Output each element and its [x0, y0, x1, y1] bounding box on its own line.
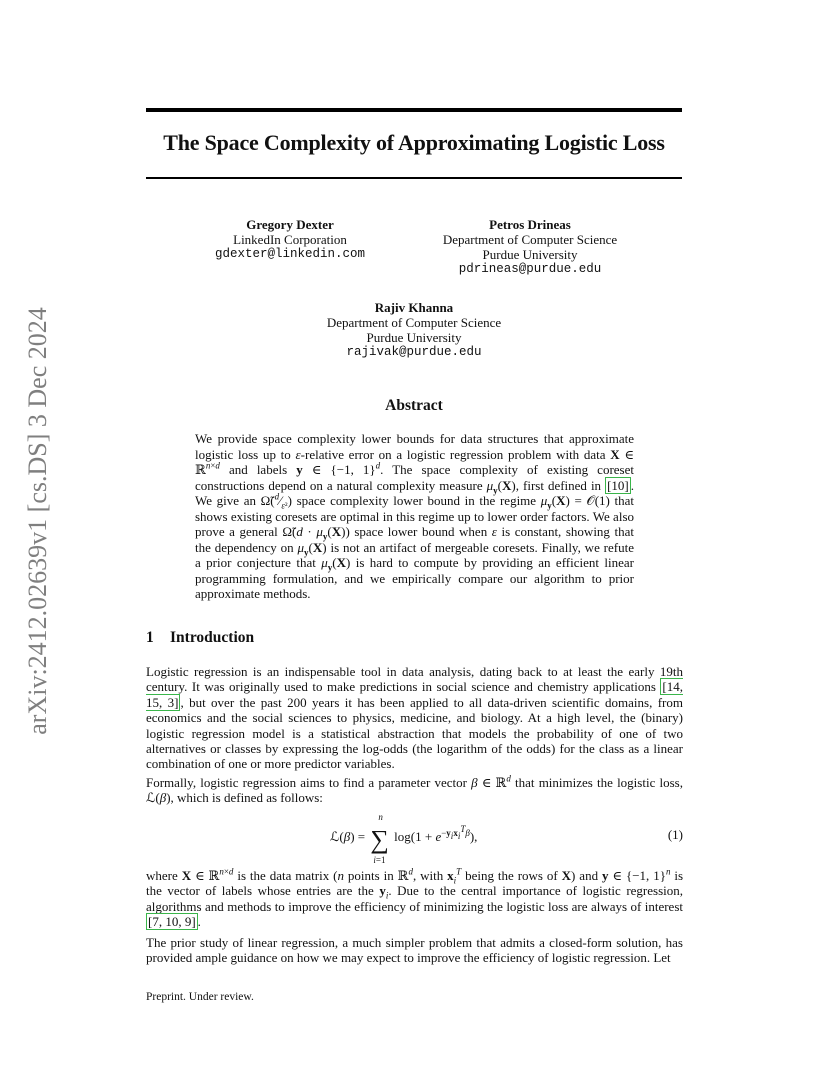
author-affiliation: Purdue University: [366, 330, 462, 345]
author-email[interactable]: gdexter@linkedin.com: [214, 247, 366, 261]
author-name: Gregory Dexter: [246, 217, 334, 232]
section-title: Introduction: [170, 629, 255, 646]
abstract-heading: Abstract: [385, 397, 443, 414]
footer-note: Preprint. Under review.: [146, 991, 254, 1003]
author-2: [430, 217, 630, 277]
author-email[interactable]: rajivak@purdue.edu: [346, 345, 482, 359]
citation-link[interactable]: [14, 15, 3]: [146, 679, 684, 710]
arxiv-identifier[interactable]: arXiv:2412.02639v1 [cs.DS] 3 Dec 2024: [23, 307, 52, 735]
paper-title: The Space Complexity of Approximating Logistic Loss: [163, 130, 665, 155]
arxiv-sidebar: [0, 0, 70, 1072]
author-3: [314, 300, 514, 360]
paragraph: The prior study of linear regression, a much simpler problem that admits a closed-form solution, has provided ample guidance on how we may expect to improve the efficiency of logistic regression. Let: [146, 935, 683, 966]
paragraph: Logistic regression is an indispensable tool in data analysis, dating back to at least the early 19th century. It was originally used to make predictions in social science and chemistry applications [14, 15, 3] , but over the past 200 years it has been applied to all data-driven scientific domains, from economics and the social sciences to physics, medicine, and biology. At a high level, the (binary) logistic regression model is a statistical abstraction that models the probability of one of two alternatives or classes by expressing the log-odds (the logarithm of the odds) for the class as a linear combination of one or more predictor variables.: [146, 664, 684, 772]
paragraph: where X ∈ ℝ$^{n\times d}$ is the data matrix (n points in ℝ$^d$, with $x_i^T$ being the rows of X) and y ∈ {−1, 1}$^n$ is the vector of labels whose entries are the $y_i$. Due to the central importance of logistic regression, algorithms and methods to improve the efficiency of minimizing the logistic loss are always of interest [7, 10, 9] .: [146, 866, 684, 930]
author-affiliation: Purdue University: [482, 247, 578, 262]
sum-symbol: ∑ n i=1: [370, 812, 389, 865]
title-top-rule: [146, 108, 682, 112]
author-email[interactable]: pdrineas@purdue.edu: [458, 262, 602, 276]
equation-body: ℒ(β) = ∑ n i=1 $\log(1 + e^{-y_ix_i^T\beta})$,: [330, 812, 478, 865]
abstract-text: We provide space complexity lower bounds for data structures that approximate logistic loss up to ε-relative error on a logistic regression problem with data X ∈ ℝ$^{n\times d}$ and labels y ∈ {−1, 1}$^d$. The space complexity of existing coreset constructions depend on a natural complexity measure $\mu_y(X)$, first defined in [10] . We give an $\Omegã(^d⁄_{\varepsilon^2})$ space complexity lower bound in the regime $\mu_y(X)$ = 𝒪(1) that shows existing coresets are optimal in this regime up to lower order factors. We also prove a general Ω̃(d · $\mu_y(X)$) space lower bound when ε is constant, showing that the dependency on $\mu_y(X)$ is not an artifact of mergeable coresets. Finally, we refute a prior conjecture that $\mu_y(X)$ is hard to compute by providing an efficient linear programming formulation, and we empirically compare our algorithm to prior approximate methods.: [195, 431, 635, 601]
equation-number: (1): [667, 827, 683, 842]
author-department: Department of Computer Science: [442, 232, 618, 247]
author-1: [190, 217, 390, 262]
author-affiliation: LinkedIn Corporation: [233, 232, 347, 247]
title-bottom-rule: [146, 177, 682, 179]
author-name: Petros Drineas: [489, 217, 571, 232]
citation-link[interactable]: [7, 10, 9]: [148, 914, 196, 930]
citation-link[interactable]: [10]: [607, 477, 629, 493]
section-heading: [146, 629, 254, 647]
section-number: 1: [146, 629, 154, 646]
author-name: Rajiv Khanna: [374, 300, 454, 315]
author-department: Department of Computer Science: [326, 315, 502, 330]
paragraph: Formally, logistic regression aims to find a parameter vector β ∈ ℝ$^d$ that minimizes the logistic loss, ℒ(β), which is defined as follows:: [146, 773, 683, 806]
equation-logistic-loss: [146, 812, 683, 865]
